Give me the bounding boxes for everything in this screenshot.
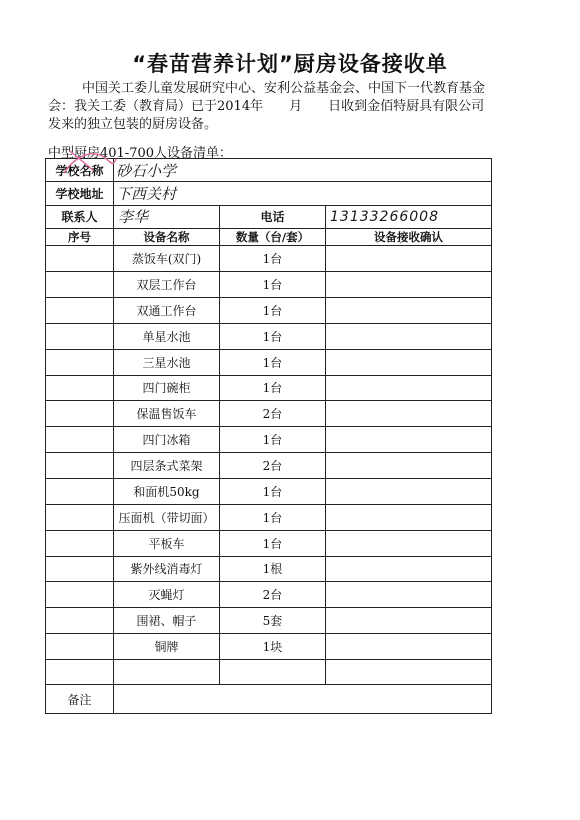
school-name-field[interactable] — [114, 159, 492, 182]
item-qty: 1根 — [220, 556, 326, 582]
item-name: 围裙、帽子 — [114, 608, 220, 634]
confirm-cell[interactable] — [326, 634, 492, 660]
item-name: 蒸饭车(双门) — [114, 246, 220, 272]
table-row — [46, 504, 492, 530]
confirm-cell[interactable] — [326, 608, 492, 634]
item-qty: 2台 — [220, 582, 326, 608]
item-qty: 5套 — [220, 608, 326, 634]
confirm-cell[interactable] — [326, 582, 492, 608]
table-row — [46, 530, 492, 556]
phone-field[interactable] — [326, 205, 492, 228]
confirm-cell[interactable] — [326, 478, 492, 504]
seq-cell — [46, 323, 114, 349]
item-qty: 1台 — [220, 478, 326, 504]
page-title: “春苗营养计划”厨房设备接收单 — [132, 52, 448, 76]
confirm-cell[interactable] — [326, 323, 492, 349]
note-row — [46, 685, 492, 714]
item-qty: 1台 — [220, 375, 326, 401]
school-name-label: 学校名称 — [46, 159, 114, 182]
item-name: 和面机50kg — [114, 478, 220, 504]
table-row — [46, 478, 492, 504]
table-row — [46, 375, 492, 401]
blank-confirm-cell[interactable] — [326, 659, 492, 684]
school-address-field[interactable] — [114, 182, 492, 205]
list-heading: 中型厨房401-700人设备清单： — [48, 146, 233, 161]
table-row — [46, 427, 492, 453]
table-header-row — [46, 228, 492, 245]
item-name: 四门冰箱 — [114, 427, 220, 453]
note-field[interactable] — [114, 685, 492, 714]
contact-handwriting: 李华 — [118, 208, 149, 227]
blank-name-cell[interactable] — [114, 659, 220, 684]
item-qty: 1台 — [220, 272, 326, 298]
seq-cell — [46, 401, 114, 427]
table-row — [46, 297, 492, 323]
confirm-cell[interactable] — [326, 556, 492, 582]
contact-label: 联系人 — [46, 205, 114, 228]
item-name: 单星水池 — [114, 323, 220, 349]
table-row — [46, 634, 492, 660]
seq-cell — [46, 556, 114, 582]
confirm-cell[interactable] — [326, 504, 492, 530]
item-qty: 1台 — [220, 246, 326, 272]
school-address-row — [46, 182, 492, 205]
confirm-cell[interactable] — [326, 401, 492, 427]
confirm-cell[interactable] — [326, 272, 492, 298]
item-name: 双层工作台 — [114, 272, 220, 298]
seq-cell — [46, 634, 114, 660]
item-name: 四层条式菜架 — [114, 453, 220, 479]
item-name: 灭蝇灯 — [114, 582, 220, 608]
item-name: 紫外线消毒灯 — [114, 556, 220, 582]
item-qty: 1台 — [220, 349, 326, 375]
blank-qty-cell[interactable] — [220, 659, 326, 684]
seq-cell — [46, 349, 114, 375]
item-name: 保温售饭车 — [114, 401, 220, 427]
school-name-row — [46, 159, 492, 182]
table-row — [46, 582, 492, 608]
item-qty: 1台 — [220, 504, 326, 530]
item-name: 四门碗柜 — [114, 375, 220, 401]
seq-cell — [46, 530, 114, 556]
equipment-table — [45, 158, 492, 714]
table-row — [46, 272, 492, 298]
item-qty: 1台 — [220, 530, 326, 556]
confirm-cell[interactable] — [326, 349, 492, 375]
table-row — [46, 453, 492, 479]
confirm-cell[interactable] — [326, 530, 492, 556]
table-row — [46, 246, 492, 272]
item-qty: 2台 — [220, 401, 326, 427]
school-address-handwriting: 下西关村 — [116, 184, 177, 203]
seq-cell — [46, 246, 114, 272]
item-name: 三星水池 — [114, 349, 220, 375]
confirm-cell[interactable] — [326, 297, 492, 323]
confirm-cell[interactable] — [326, 427, 492, 453]
confirm-cell[interactable] — [326, 246, 492, 272]
header-seq: 序号 — [46, 228, 114, 245]
seq-cell — [46, 504, 114, 530]
table-row — [46, 608, 492, 634]
note-label: 备注 — [46, 685, 114, 714]
seq-cell — [46, 453, 114, 479]
equipment-table-wrapper — [45, 158, 491, 714]
header-name: 设备名称 — [114, 228, 220, 245]
confirm-cell[interactable] — [326, 453, 492, 479]
contact-row — [46, 205, 492, 228]
header-confirm: 设备接收确认 — [326, 228, 492, 245]
seq-cell — [46, 478, 114, 504]
item-qty: 1块 — [220, 634, 326, 660]
intro-paragraph: 中国关工委儿童发展研究中心、安利公益基金会、中国下一代教育基金会：我关工委（教育局）已于2014年 月 日收到金佰特厨具有限公司发来的独立包装的厨房设备。 — [48, 81, 486, 132]
seq-cell — [46, 297, 114, 323]
contact-field[interactable] — [114, 205, 220, 228]
school-name-handwriting: 砂石小学 — [116, 161, 177, 180]
seq-cell — [46, 608, 114, 634]
table-row — [46, 556, 492, 582]
phone-label: 电话 — [220, 205, 326, 228]
table-row — [46, 401, 492, 427]
item-qty: 2台 — [220, 453, 326, 479]
seq-cell — [46, 272, 114, 298]
table-row — [46, 323, 492, 349]
phone-handwriting: 13133266008 — [330, 208, 439, 225]
school-address-label: 学校地址 — [46, 182, 114, 205]
item-name: 双通工作台 — [114, 297, 220, 323]
seq-cell — [46, 582, 114, 608]
item-name: 铜牌 — [114, 634, 220, 660]
table-row — [46, 349, 492, 375]
seq-cell — [46, 375, 114, 401]
confirm-cell[interactable] — [326, 375, 492, 401]
blank-row — [46, 659, 492, 684]
item-name: 压面机（带切面） — [114, 504, 220, 530]
seq-cell — [46, 427, 114, 453]
item-qty: 1台 — [220, 427, 326, 453]
seq-cell — [46, 659, 114, 684]
item-name: 平板车 — [114, 530, 220, 556]
header-qty: 数量（台/套） — [220, 228, 326, 245]
item-qty: 1台 — [220, 323, 326, 349]
item-qty: 1台 — [220, 297, 326, 323]
